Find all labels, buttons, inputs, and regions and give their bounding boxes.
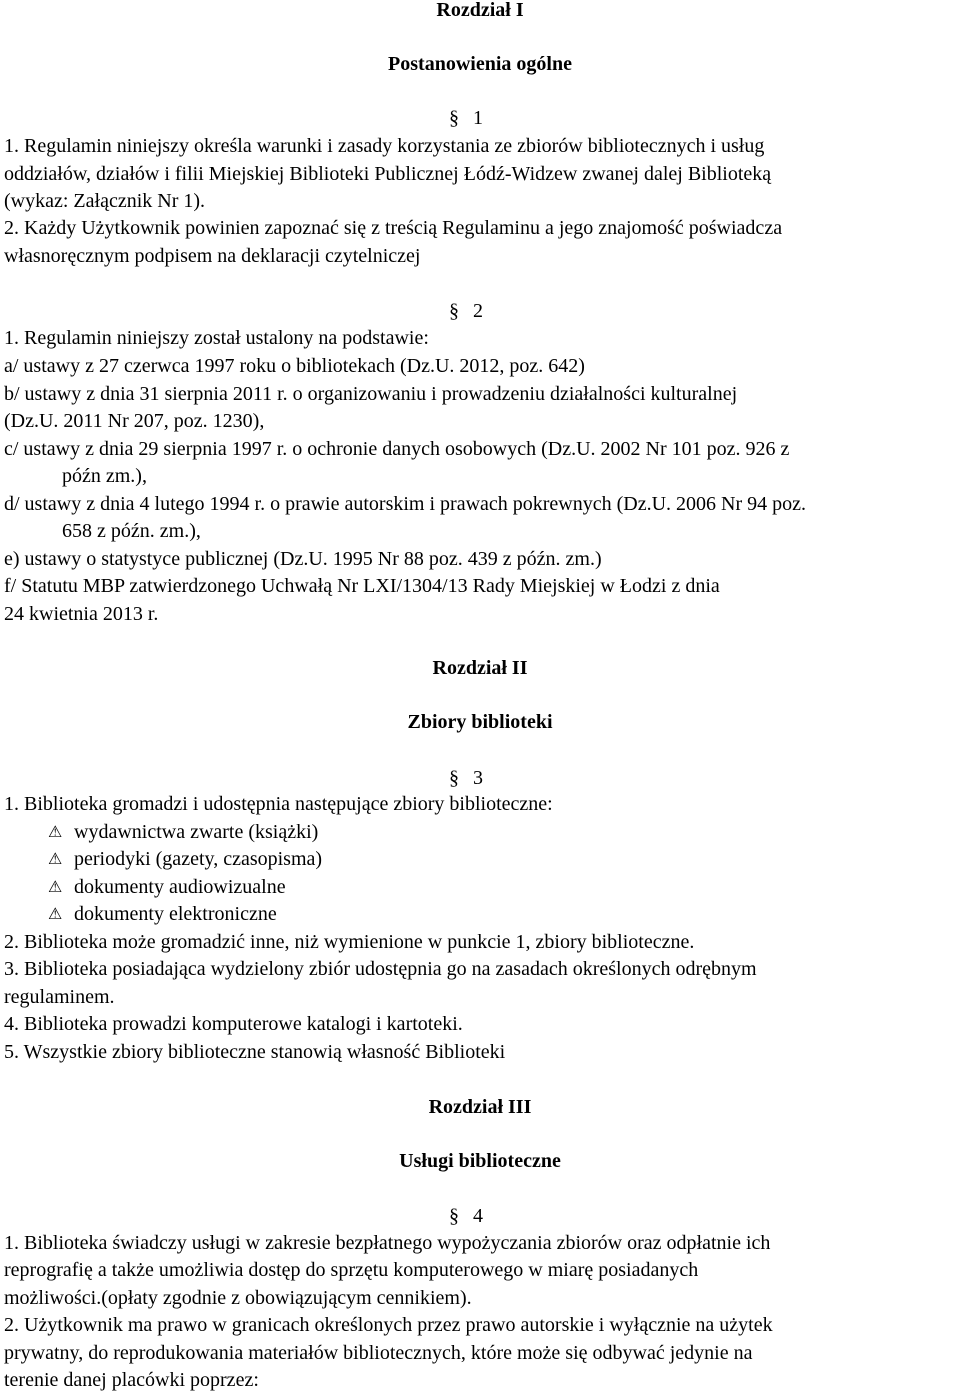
text-line: 5. Wszystkie zbiory biblioteczne stanowią własność Biblioteki — [4, 1041, 506, 1063]
paragraph-heading — [449, 764, 483, 792]
bullet-item: periodyki (gazety, czasopisma) — [74, 848, 323, 870]
paragraph-number: 4 — [473, 1205, 483, 1227]
text-line: 4. Biblioteka prowadzi komputerowe katalogi i kartoteki. — [4, 1013, 463, 1035]
text-line: (wykaz: Załącznik Nr 1). — [4, 190, 206, 212]
paragraph-heading — [449, 1202, 483, 1230]
section-sign: § — [449, 300, 459, 322]
list-item: a/ ustawy z 27 czerwca 1997 roku o bibliotekach (Dz.U. 2012, poz. 642) — [4, 355, 585, 377]
bullet-item: dokumenty elektroniczne — [74, 903, 277, 925]
paragraph-heading — [449, 104, 483, 132]
section-sign: § — [449, 767, 459, 789]
list-item: d/ ustawy z dnia 4 lutego 1994 r. o prawie autorskim i prawach pokrewnych (Dz.U. 2006 Nr 94 poz. — [4, 493, 807, 515]
list-item-continuation: 658 z późn. zm.), — [62, 520, 201, 542]
text-line: 1. Biblioteka świadczy usługi w zakresie bezpłatnego wypożyczania zbiorów oraz odpłatnie ich — [4, 1232, 771, 1254]
list-item: f/ Statutu MBP zatwierdzonego Uchwałą Nr LXI/1304/13 Rady Miejskiej w Łodzi z dnia — [4, 575, 720, 597]
text-line: regulaminem. — [4, 986, 115, 1008]
text-line: terenie danej placówki poprzez: — [4, 1369, 259, 1391]
text-line: 2. Każdy Użytkownik powinien zapoznać się z treścią Regulaminu a jego znajomość poświadcza — [4, 217, 783, 239]
chapter-subtitle: Zbiory biblioteki — [407, 711, 553, 733]
text-line: 1. Biblioteka gromadzi i udostępnia następujące zbiory biblioteczne: — [4, 793, 553, 815]
text-line: prywatny, do reprodukowania materiałów bibliotecznych, które może się odbywać jedynie na — [4, 1342, 753, 1364]
text-line: 2. Użytkownik ma prawo w granicach określonych przez prawo autorskie i wyłącznie na użytek — [4, 1314, 773, 1336]
chapter-title: Rozdział II — [432, 657, 528, 679]
list-item-continuation: 24 kwietnia 2013 r. — [4, 603, 159, 625]
text-line: możliwości.(opłaty zgodnie z obowiązującym cennikiem). — [4, 1287, 472, 1309]
list-item: b/ ustawy z dnia 31 sierpnia 2011 r. o organizowaniu i prowadzeniu działalności kulturalnej — [4, 383, 738, 405]
chapter-title: Rozdział I — [436, 0, 524, 21]
section-sign: § — [449, 1205, 459, 1227]
list-item: e) ustawy o statystyce publicznej (Dz.U. 1995 Nr 88 poz. 439 z późn. zm.) — [4, 548, 602, 570]
chapter-title: Rozdział III — [428, 1096, 532, 1118]
paragraph-number: 2 — [473, 300, 483, 322]
text-line: oddziałów, działów i filii Miejskiej Biblioteki Publicznej Łódź-Widzew zwanej dalej Biblioteką — [4, 163, 772, 185]
text-line: 3. Biblioteka posiadająca wydzielony zbiór udostępnia go na zasadach określonych odrębnym — [4, 958, 757, 980]
bullet-item: dokumenty audiowizualne — [74, 876, 286, 898]
list-item-continuation: późn zm.), — [62, 465, 147, 487]
bullet-icon: ⚠ — [48, 877, 63, 896]
paragraph-number: 1 — [473, 107, 483, 129]
text-line: 1. Regulamin niniejszy został ustalony na podstawie: — [4, 327, 429, 349]
bullet-icon: ⚠ — [48, 822, 63, 841]
chapter-subtitle: Usługi biblioteczne — [399, 1150, 561, 1172]
section-sign: § — [449, 107, 459, 129]
text-line: 1. Regulamin niniejszy określa warunki i zasady korzystania ze zbiorów bibliotecznych i usług — [4, 135, 765, 157]
text-line: 2. Biblioteka może gromadzić inne, niż wymienione w punkcie 1, zbiory biblioteczne. — [4, 931, 695, 953]
text-line: reprografię a także umożliwia dostęp do sprzętu komputerowego w miarę posiadanych — [4, 1259, 699, 1281]
bullet-icon: ⚠ — [48, 904, 63, 923]
list-item-continuation: (Dz.U. 2011 Nr 207, poz. 1230), — [4, 410, 265, 432]
text-line: własnoręcznym podpisem na deklaracji czytelniczej — [4, 245, 421, 267]
paragraph-heading — [449, 297, 483, 325]
bullet-item: wydawnictwa zwarte (książki) — [74, 821, 319, 843]
list-item: c/ ustawy z dnia 29 sierpnia 1997 r. o ochronie danych osobowych (Dz.U. 2002 Nr 101 poz. 926 z — [4, 438, 790, 460]
bullet-icon: ⚠ — [48, 849, 63, 868]
paragraph-number: 3 — [473, 767, 483, 789]
chapter-subtitle: Postanowienia ogólne — [388, 53, 572, 75]
